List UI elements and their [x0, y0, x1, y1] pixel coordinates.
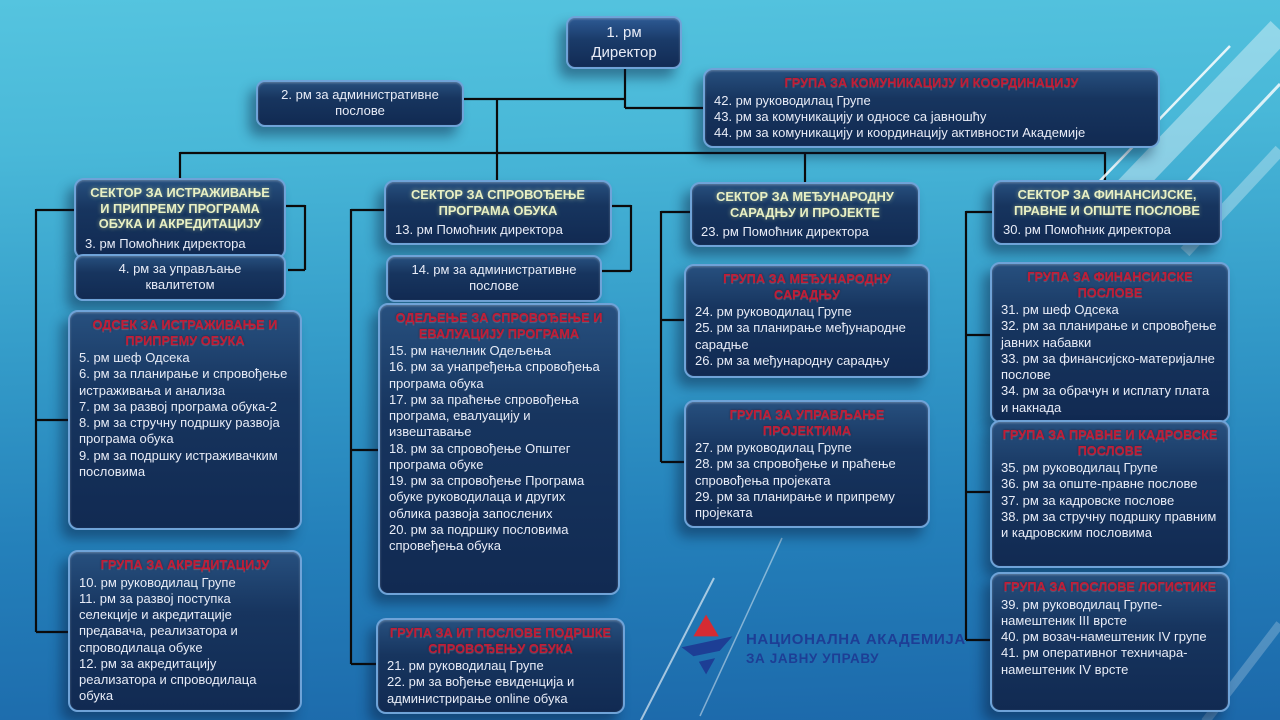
box-international-group [684, 264, 930, 378]
list-item: 43. рм за комуникацију и односе са јавношћу [714, 108, 987, 124]
list-item: 6. рм за планирање и спровођење истраживања и анализа [79, 366, 288, 398]
list-item: 28. рм за спровођење и праћење спровођења пројеката [695, 456, 896, 488]
research-department-title: ОДСЕК ЗА ИСТРАЖИВАЊЕ И ПРИПРЕМУ ОБУКА [92, 317, 278, 348]
list-item: 33. рм за финансијско-материјалне послове [1001, 350, 1215, 383]
list-item: 36. рм за опште-правне послове [1001, 476, 1198, 492]
list-item: 24. рм руководилац Групе [695, 304, 852, 320]
implementation-division-title: ОДЕЉЕЊЕ ЗА СПРОВОЂЕЊЕ И ЕВАЛУАЦИЈУ ПРОГРАМА [395, 310, 603, 341]
quality-management-label: 4. рм за управљање квалитетом [118, 261, 242, 293]
box-it-support-group [376, 618, 625, 714]
list-item: 5. рм шеф Одсека [79, 350, 190, 366]
sector4-subtitle: 30. рм Помоћник директора [1003, 222, 1171, 238]
list-item: 44. рм за комуникацију и координацију активности Академије [714, 125, 1086, 141]
list-item: 17. рм за праћење спровођења програма, евалуацију и извештавање [389, 391, 579, 440]
box-sector3-header [690, 182, 920, 247]
director-line1: 1. рм [606, 24, 642, 41]
list-item: 39. рм руководилац Групе-намештеник III врсте [1001, 596, 1163, 628]
box-admin-affairs-2 [386, 255, 602, 302]
sector1-subtitle: 3. рм Помоћник директора [85, 235, 246, 251]
sector4-title: СЕКТОР ЗА ФИНАНСИЈСКЕ, ПРАВНЕ И ОПШТЕ ПОСЛОВЕ [1014, 187, 1200, 218]
list-item: 37. рм за кадровске послове [1001, 492, 1175, 508]
it-support-group-title: ГРУПА ЗА ИТ ПОСЛОВЕ ПОДРШКЕ СПРОВОЂЕЊУ ОБУКА [389, 625, 612, 656]
director-line2: Директор [591, 43, 657, 61]
logistics-group-title: ГРУПА ЗА ПОСЛОВЕ ЛОГИСТИКЕ [1003, 579, 1217, 594]
list-item: 16. рм за унапређења спровођења програма обука [389, 359, 600, 391]
box-sector1-header [74, 178, 286, 259]
list-item: 29. рм за планирање и припрему пројеката [695, 488, 895, 521]
box-admin-affairs [256, 80, 464, 127]
list-item: 31. рм шеф Одсека [1001, 302, 1119, 318]
box-sector2-header [384, 180, 612, 245]
international-group-title: ГРУПА ЗА МЕЂУНАРОДНУ САРАДЊУ [723, 271, 891, 302]
communication-group-title: ГРУПА ЗА КОМУНИКАЦИЈУ И КООРДИНАЦИЈУ [784, 75, 1079, 90]
sector3-title: СЕКТОР ЗА МЕЂУНАРОДНУ САРАДЊУ И ПРОЈЕКТЕ [716, 189, 894, 220]
list-item: 26. рм за међународну сарадњу [695, 352, 890, 368]
list-item: 9. рм за подршку истраживачким пословима [79, 447, 278, 479]
list-item: 34. рм за обрачун и исплату плата и накнада [1001, 383, 1210, 415]
list-item: 41. рм оперативног техничара-намештеник IV врсте [1001, 645, 1188, 677]
box-legal-hr-group [990, 420, 1230, 568]
sector3-subtitle: 23. рм Помоћник директора [701, 224, 869, 240]
sector2-title: СЕКТОР ЗА СПРОВОЂЕЊЕ ПРОГРАМА ОБУКА [411, 187, 585, 218]
box-accreditation-group [68, 550, 302, 712]
box-research-department [68, 310, 302, 530]
list-item: 42. рм руководилац Групе [714, 92, 871, 108]
list-item: 32. рм за планирање и спровођење јавних набавки [1001, 318, 1217, 350]
academy-logo-icon [678, 610, 736, 688]
admin-affairs-label: 2. рм за административне послове [281, 87, 439, 119]
academy-logo-line2: ЗА ЈАВНУ УПРАВУ [746, 650, 880, 666]
sector2-subtitle: 13. рм Помоћник директора [395, 222, 563, 238]
accreditation-group-title: ГРУПА ЗА АКРЕДИТАЦИЈУ [100, 557, 270, 572]
list-item: 35. рм руководилац Групе [1001, 460, 1158, 476]
box-communication-group [703, 68, 1160, 148]
box-implementation-division [378, 303, 620, 595]
list-item: 38. рм за стручну подршку правним и кадровским пословима [1001, 508, 1217, 541]
list-item: 27. рм руководилац Групе [695, 440, 852, 456]
project-management-group-title: ГРУПА ЗА УПРАВЉАЊЕ ПРОЈЕКТИМА [729, 407, 885, 438]
list-item: 20. рм за подршку пословима спровеђења обука [389, 521, 569, 554]
box-financial-group [990, 262, 1230, 423]
list-item: 8. рм за стручну подршку развоја програма обука [79, 415, 280, 447]
list-item: 22. рм за вођење евиденција и администрирање online обука [387, 674, 575, 706]
box-quality-management [74, 254, 286, 301]
financial-group-title: ГРУПА ЗА ФИНАНСИЈСКЕ ПОСЛОВЕ [1027, 269, 1193, 300]
list-item: 40. рм возач-намештеник IV групе [1001, 629, 1207, 645]
sector1-title: СЕКТОР ЗА ИСТРАЖИВАЊЕ И ПРИПРЕМУ ПРОГРАМА ОБУКА И АКРЕДИТАЦИЈУ [90, 185, 270, 232]
list-item: 19. рм за спровођење Програма обуке руководилаца и других облика развоја запослених [389, 473, 585, 521]
box-director [566, 16, 682, 69]
list-item: 10. рм руководилац Групе [79, 574, 236, 590]
admin-affairs-2-label: 14. рм за административне послове [411, 262, 577, 294]
list-item: 25. рм за планирање међународне сарадње [695, 320, 906, 352]
box-logistics-group [990, 572, 1230, 712]
box-project-management-group [684, 400, 930, 528]
list-item: 7. рм за развој програма обука-2 [79, 398, 277, 414]
list-item: 15. рм начелник Одељења [389, 343, 551, 359]
list-item: 18. рм за спровођење Општег програма обуке [389, 440, 571, 472]
list-item: 11. рм за развој поступка селекције и акредитације предавача, реализатора и спроводилаца обуке [79, 590, 238, 655]
list-item: 12. рм за акредитацију реализатора и спроводилаца обука [79, 655, 257, 704]
list-item: 21. рм руководилац Групе [387, 658, 544, 674]
academy-logo [678, 610, 966, 688]
legal-hr-group-title: ГРУПА ЗА ПРАВНЕ И КАДРОВСКЕ ПОСЛОВЕ [1002, 427, 1218, 458]
academy-logo-line1: НАЦИОНАЛНА АКАДЕМИЈА [746, 631, 966, 649]
box-sector4-header [992, 180, 1222, 245]
